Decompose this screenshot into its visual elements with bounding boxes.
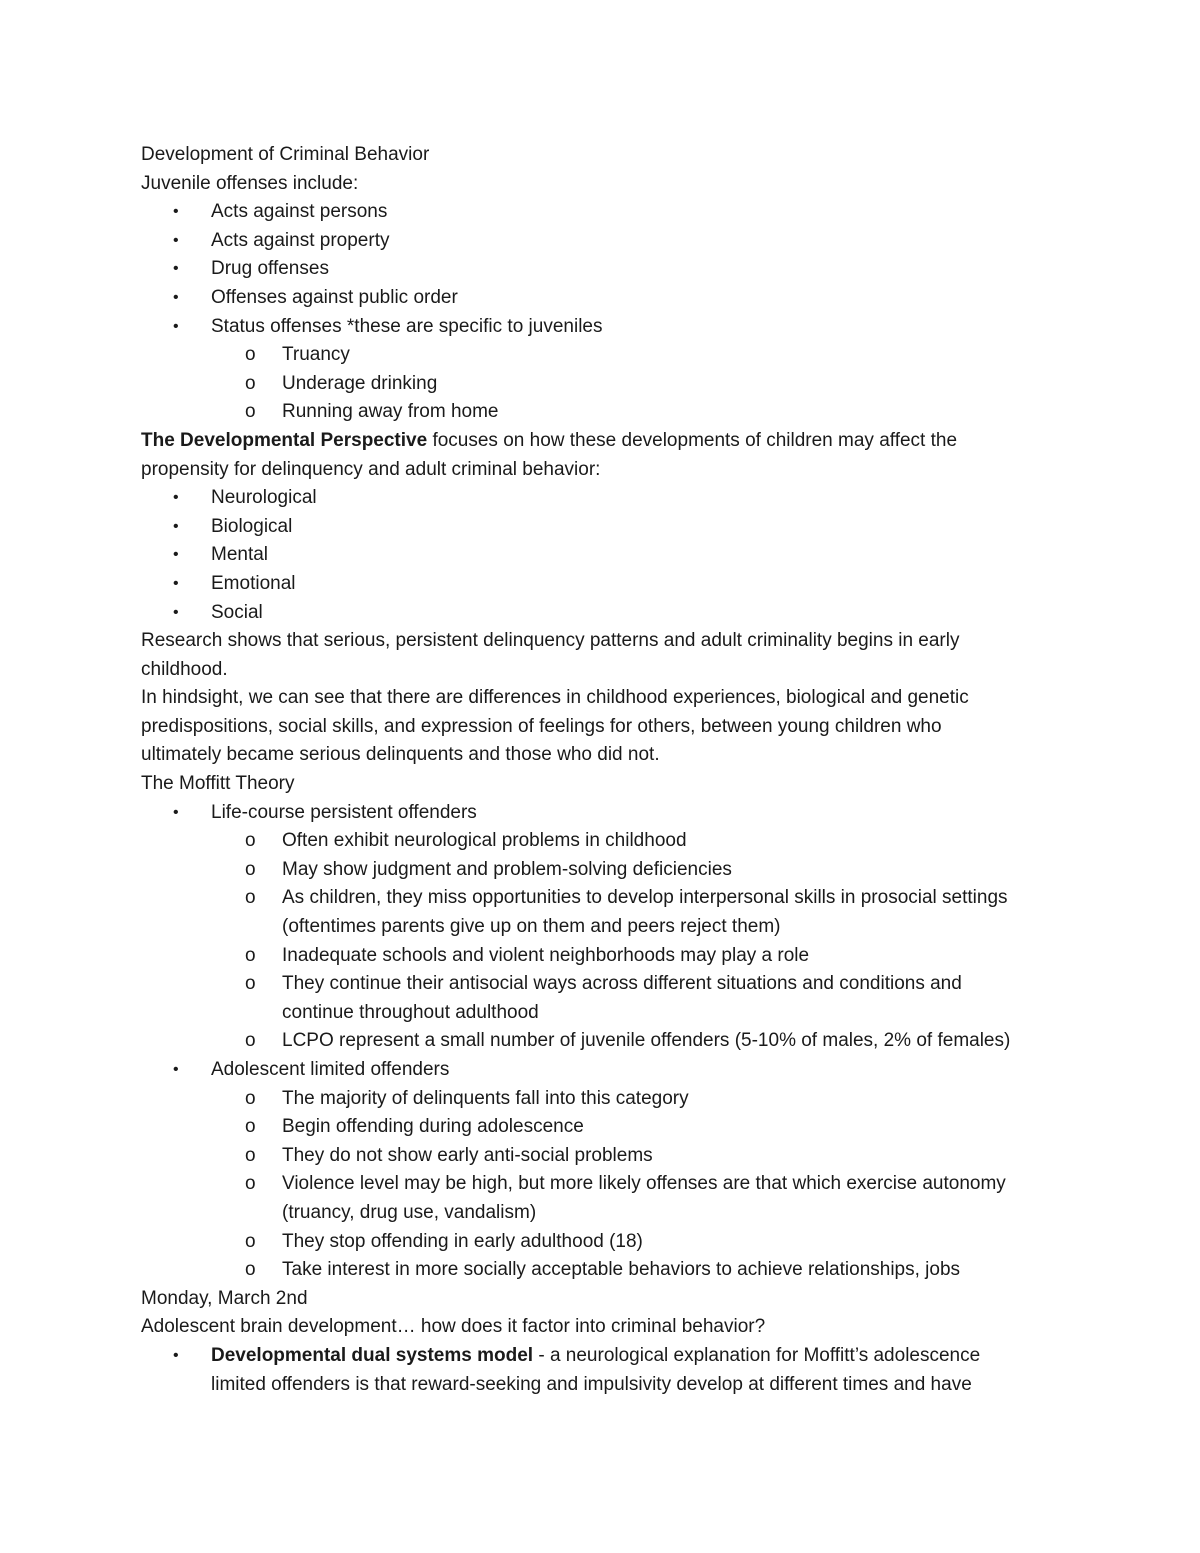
bullet-icon: • [173, 203, 179, 221]
research-paragraph-line2: childhood. [141, 658, 228, 680]
moffitt-heading: The Moffitt Theory [141, 773, 295, 795]
sub-list-item: o Violence level may be high, but more likely offenses are that which exercise autonomy [141, 1170, 1061, 1199]
list-item: • Life-course persistent offenders [141, 799, 1061, 828]
bullet-icon: • [173, 517, 179, 535]
sub-list-item: o Begin offending during adolescence [141, 1113, 1061, 1142]
circle-bullet-icon: o [245, 1030, 256, 1052]
bullet-icon: • [173, 1061, 179, 1078]
circle-bullet-icon: o [245, 858, 256, 880]
circle-bullet-icon: o [245, 1230, 256, 1252]
list-item: • Developmental dual systems model - a neurological explanation for Moffitt’s adolescence [141, 1342, 1061, 1371]
bullet-icon: • [173, 1346, 179, 1364]
bullet-icon: • [173, 546, 179, 564]
date-heading: Monday, March 2nd [141, 1287, 308, 1309]
juvenile-intro: Juvenile offenses include: [141, 172, 359, 194]
list-item: • Offenses against public order [141, 284, 1061, 313]
doc-title: Development of Criminal Behavior [141, 144, 430, 165]
sub-list-item: o LCPO represent a small number of juvenile offenders (5-10% of males, 2% of females) [141, 1027, 1061, 1056]
bullet-icon: • [173, 288, 179, 306]
dev-perspective-paragraph: The Developmental Perspective focuses on how these developments of children may affect the [141, 429, 958, 451]
bullet-icon: • [173, 574, 179, 592]
circle-bullet-icon: o [245, 887, 256, 909]
sub-list-item: o Running away from home [141, 398, 1061, 427]
circle-bullet-icon: o [245, 401, 256, 423]
circle-bullet-icon: o [245, 830, 256, 852]
sub-list-item: o Often exhibit neurological problems in childhood [141, 827, 1061, 856]
circle-bullet-icon: o [245, 1173, 256, 1195]
sub-list-item-continued: continue throughout adulthood [282, 1001, 539, 1023]
sub-list-item: o They stop offending in early adulthood (18) [141, 1228, 1061, 1257]
research-paragraph: Research shows that serious, persistent delinquency patterns and adult criminality begins in early [141, 630, 960, 652]
list-item: • Mental [141, 541, 1061, 570]
list-item: • Acts against property [141, 227, 1061, 256]
bullet-icon: • [173, 231, 179, 249]
list-item: • Biological [141, 513, 1061, 542]
brain-question: Adolescent brain development… how does it factor into criminal behavior? [141, 1316, 766, 1338]
bullet-icon: • [173, 317, 179, 335]
bullet-icon: • [173, 603, 179, 621]
list-item: • Drug offenses [141, 255, 1061, 284]
sub-list-item: o The majority of delinquents fall into this category [141, 1085, 1061, 1114]
list-item: • Emotional [141, 570, 1061, 599]
sub-list-item-continued: (oftentimes parents give up on them and peers reject them) [282, 916, 781, 938]
hindsight-paragraph-line2: predispositions, social skills, and expression of feelings for others, between young children who [141, 715, 942, 737]
circle-bullet-icon: o [245, 1259, 256, 1281]
sub-list-item: o Truancy [141, 341, 1061, 370]
circle-bullet-icon: o [245, 1144, 256, 1166]
bullet-icon: • [173, 260, 179, 278]
bullet-icon: • [173, 489, 179, 507]
list-item-continued: limited offenders is that reward-seeking and impulsivity develop at different times and have [211, 1373, 972, 1395]
bullet-icon: • [173, 803, 179, 821]
sub-list-item: o Underage drinking [141, 370, 1061, 399]
circle-bullet-icon: o [245, 344, 256, 366]
sub-list-item: o They do not show early anti-social problems [141, 1142, 1061, 1171]
hindsight-paragraph-line3: ultimately became serious delinquents and those who did not. [141, 744, 660, 766]
list-item: • Neurological [141, 484, 1061, 513]
list-item: • Adolescent limited offenders [141, 1056, 1061, 1085]
hindsight-paragraph: In hindsight, we can see that there are differences in childhood experiences, biological and genetic [141, 687, 969, 709]
circle-bullet-icon: o [245, 944, 256, 966]
sub-list-item: o Take interest in more socially acceptable behaviors to achieve relationships, jobs [141, 1256, 1061, 1285]
circle-bullet-icon: o [245, 1087, 256, 1109]
circle-bullet-icon: o [245, 372, 256, 394]
sub-list-item: o They continue their antisocial ways across different situations and conditions and [141, 970, 1061, 999]
sub-list-item: o As children, they miss opportunities to develop interpersonal skills in prosocial settings [141, 884, 1061, 913]
circle-bullet-icon: o [245, 1116, 256, 1138]
list-item: • Acts against persons [141, 198, 1061, 227]
document-page [141, 141, 1061, 1399]
list-item: • Status offenses *these are specific to juveniles [141, 313, 1061, 342]
sub-list-item-continued: (truancy, drug use, vandalism) [282, 1201, 537, 1223]
sub-list-item: o Inadequate schools and violent neighborhoods may play a role [141, 942, 1061, 971]
sub-list-item: o May show judgment and problem-solving deficiencies [141, 856, 1061, 885]
circle-bullet-icon: o [245, 973, 256, 995]
dev-perspective-line2: propensity for delinquency and adult criminal behavior: [141, 458, 601, 480]
list-item: • Social [141, 599, 1061, 628]
